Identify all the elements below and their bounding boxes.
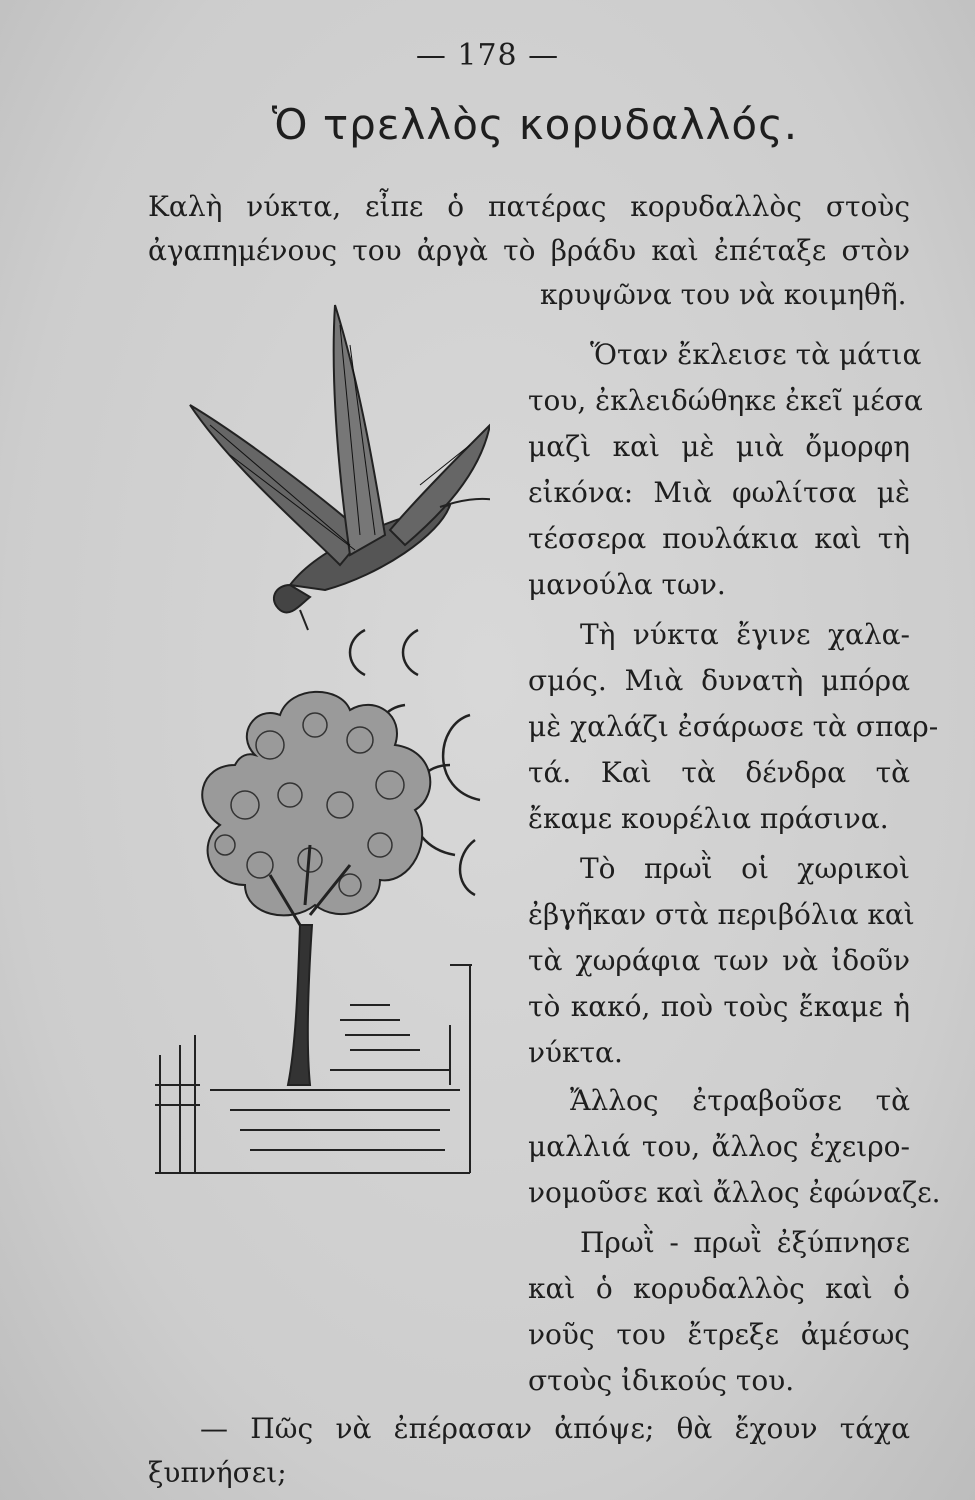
text-line: ἐβγῆκαν στὰ περιβόλια καὶ [528, 898, 915, 931]
text-line: τά. Καὶ τὰ δένδρα τὰ [528, 756, 910, 789]
lark-and-tree-illustration [150, 285, 490, 1205]
tree-icon [202, 692, 430, 1085]
text-line: στοὺς ἰδικούς του. [528, 1364, 795, 1397]
text-line: νοῦς του ἔτρεξε ἀμέσως [528, 1318, 910, 1351]
text-line: Ἄλλος ἐτραβοῦσε τὰ [570, 1084, 910, 1117]
bird-icon [190, 305, 490, 630]
text-line: τὸ κακό, ποὺ τοὺς ἔκαμε ἡ [528, 990, 910, 1023]
text-line: μανούλα των. [528, 568, 726, 601]
text-line: μαζὶ καὶ μὲ μιὰ ὄμορφη [528, 430, 910, 463]
text-line: σμός. Μιὰ δυνατὴ μπόρα [528, 664, 910, 697]
text-line: μὲ χαλάζι ἐσάρωσε τὰ σπαρ- [528, 710, 939, 743]
text-line: Καλὴ νύκτα, εἶπε ὁ πατέρας κορυδαλλὸς στοὺς [148, 190, 910, 223]
text-line: Τὴ νύκτα ἔγινε χαλα- [580, 618, 910, 651]
page-number: — 178 — [415, 38, 560, 73]
text-line: νομοῦσε καὶ ἄλλος ἐφώναζε. [528, 1176, 941, 1209]
text-line: νύκτα. [528, 1036, 623, 1069]
text-line: Τὸ πρωῒ οἱ χωρικοὶ [580, 852, 910, 885]
text-line: — Πῶς νὰ ἐπέρασαν ἀπόψε; θὰ ἔχουν τάχα [200, 1412, 910, 1445]
chapter-title: Ὁ τρελλὸς κορυδαλλός. [271, 100, 799, 149]
text-line: Πρωῒ - πρωῒ ἐξύπνησε [580, 1226, 910, 1259]
text-line: τέσσερα πουλάκια καὶ τὴ [528, 522, 910, 555]
text-line: ἀγαπημένους του ἀργὰ τὸ βράδυ καὶ ἐπέταξε στὸν [148, 234, 910, 267]
text-line: ἔκαμε κουρέλια πράσινα. [528, 802, 889, 835]
text-line: τὰ χωράφια των νὰ ἰδοῦν [528, 944, 910, 977]
text-line: εἰκόνα: Μιὰ φωλίτσα μὲ [528, 476, 910, 509]
text-line: του, ἐκλειδώθηκε ἐκεῖ μέσα [528, 384, 923, 417]
text-line: κρυψῶνα του νὰ κοιμηθῆ. [540, 278, 907, 311]
text-line: μαλλιά του, ἄλλος ἐχειρο- [528, 1130, 910, 1163]
text-line: Ὅταν ἔκλεισε τὰ μάτια [590, 338, 922, 371]
text-line: ξυπνήσει; [148, 1456, 287, 1489]
text-line: καὶ ὁ κορυδαλλὸς καὶ ὁ [528, 1272, 910, 1305]
field-lines-icon [155, 965, 472, 1173]
